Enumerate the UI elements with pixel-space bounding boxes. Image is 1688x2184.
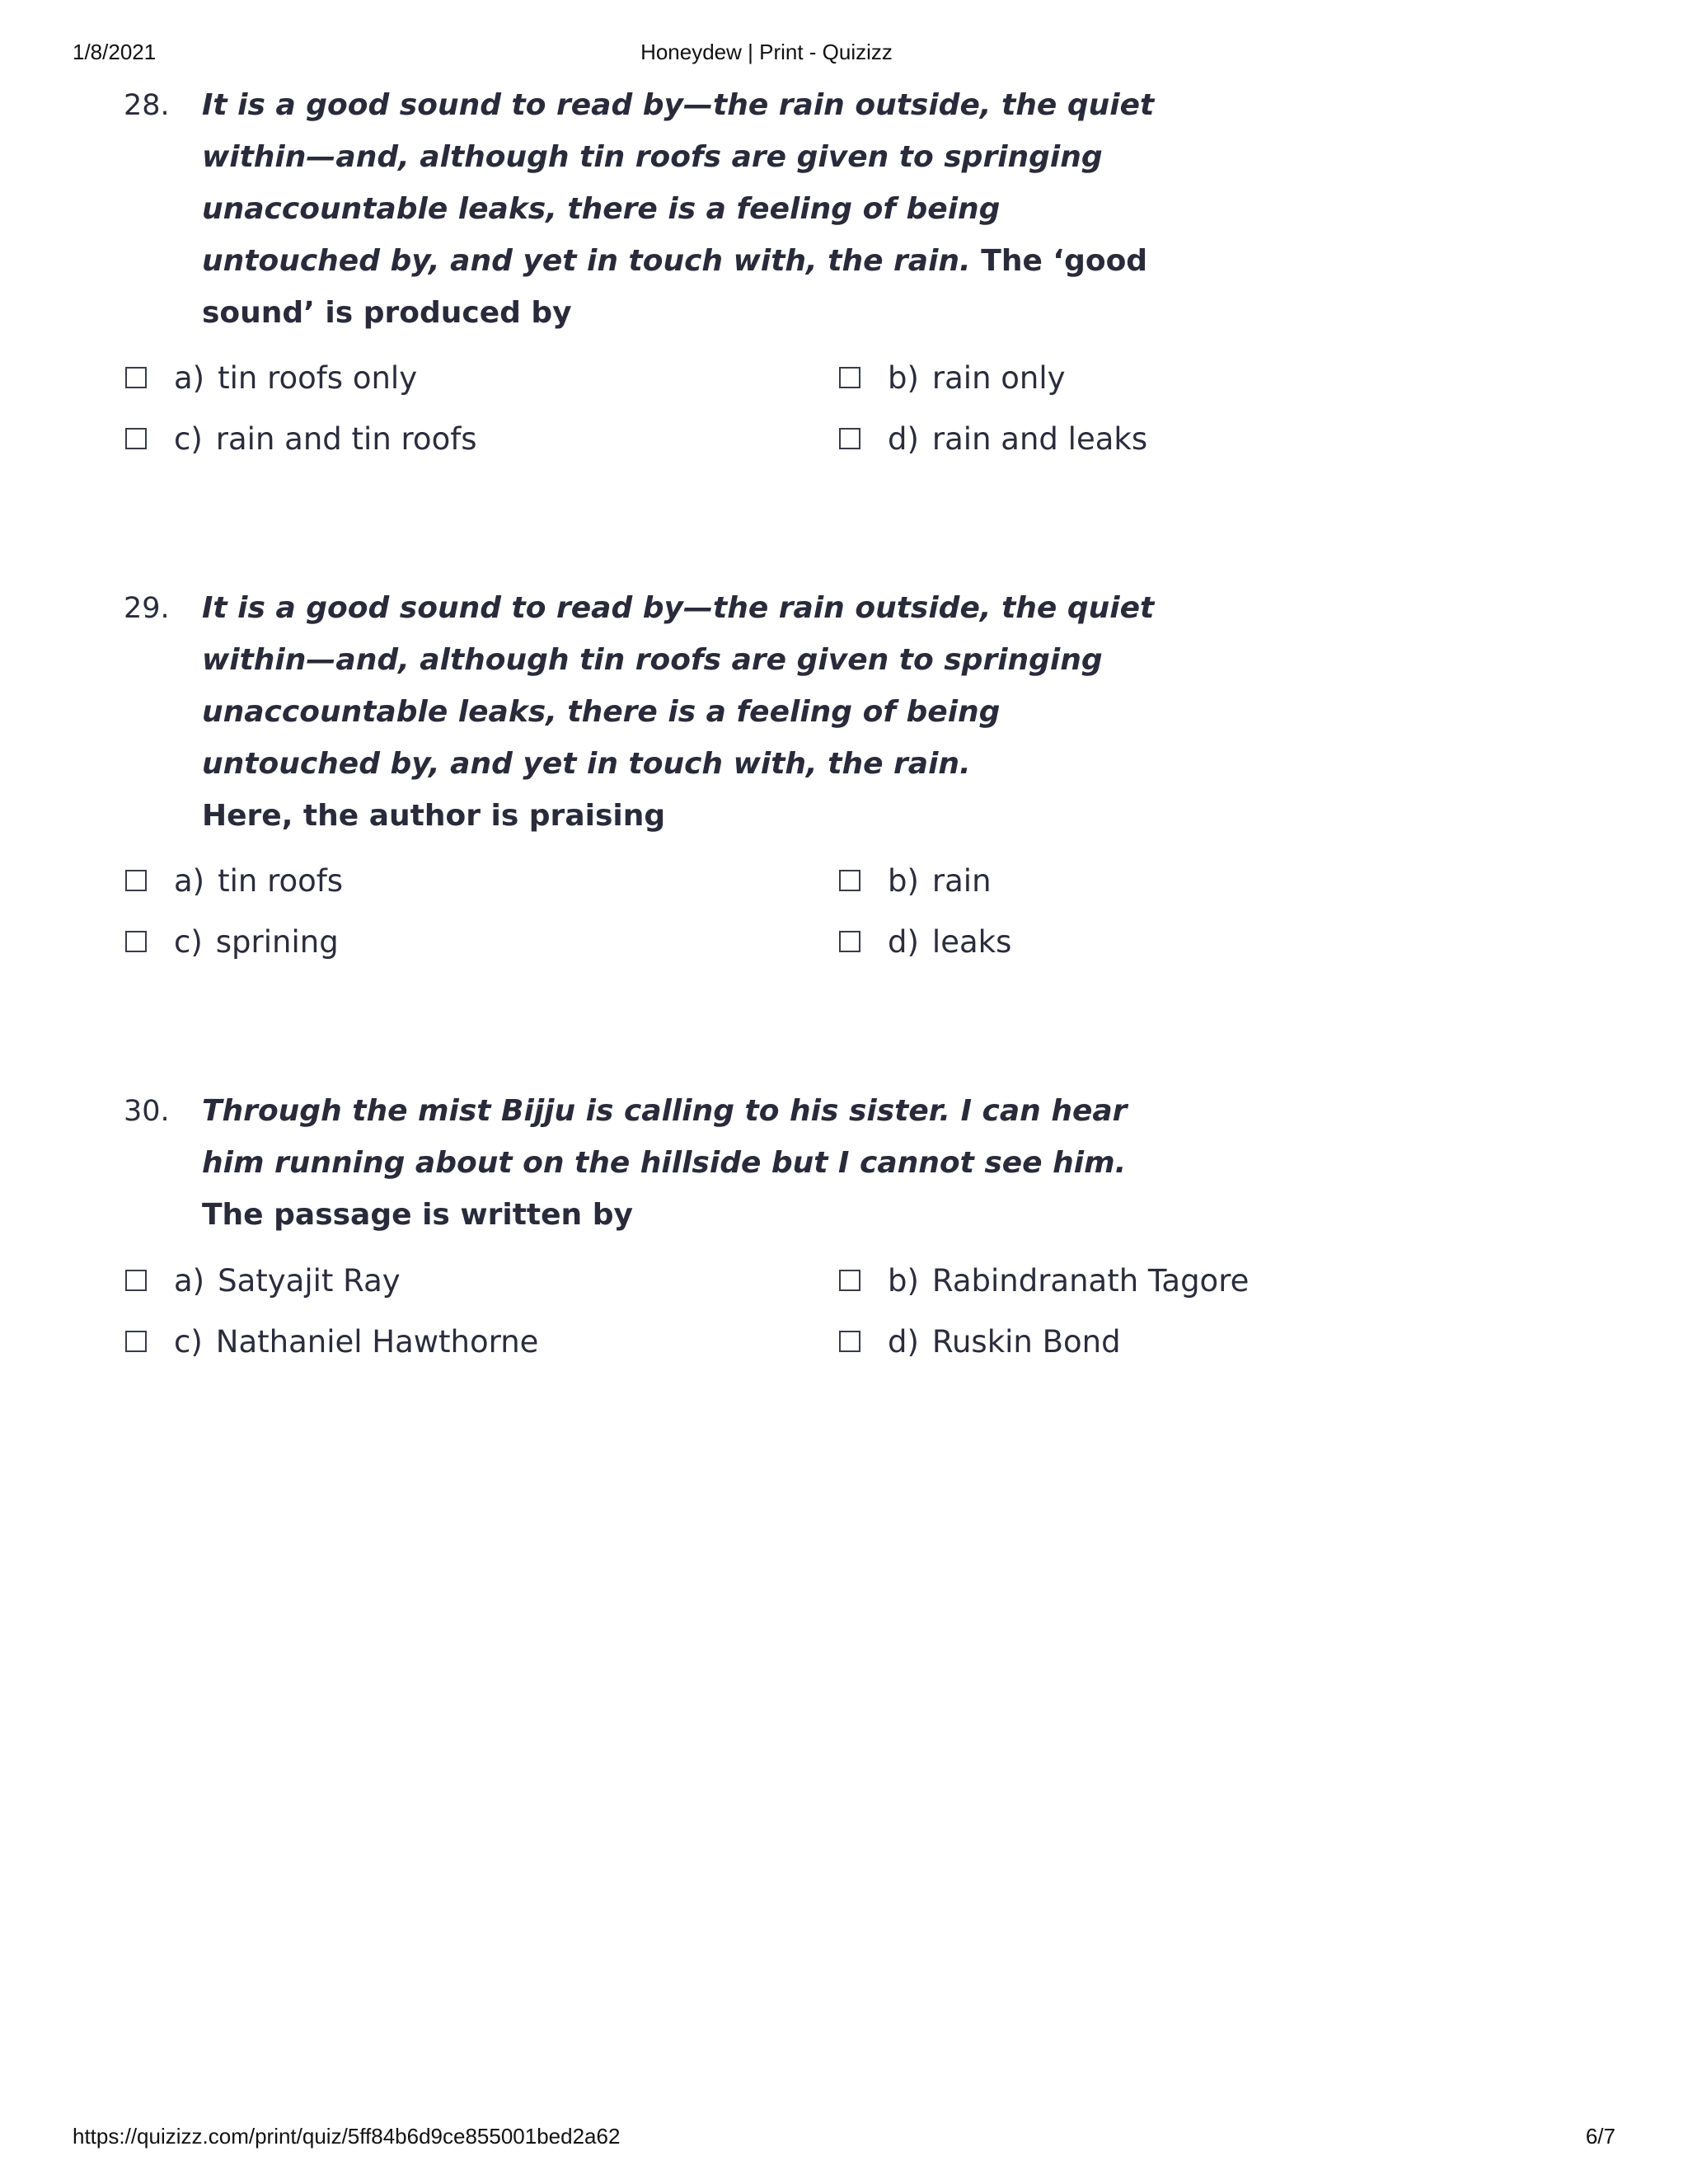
checkbox[interactable] bbox=[839, 1331, 860, 1352]
option-letter: c) bbox=[174, 420, 203, 457]
checkbox[interactable] bbox=[125, 931, 147, 952]
quote-line: It is a good sound to read by—the rain outside, the quiet bbox=[202, 591, 1155, 625]
option-letter: a) bbox=[174, 1262, 205, 1299]
checkbox[interactable] bbox=[125, 428, 147, 449]
option-text: Satyajit Ray bbox=[218, 1262, 401, 1299]
question-number: 30. bbox=[124, 1095, 170, 1128]
quote-line: him running about on the hillside but I cannot see him. bbox=[202, 1146, 1127, 1180]
prompt-line: Here, the author is praising bbox=[202, 799, 666, 833]
prompt-line: The passage is written by bbox=[202, 1198, 633, 1232]
option-text: Nathaniel Hawthorne bbox=[215, 1323, 539, 1360]
option-c[interactable] bbox=[125, 921, 339, 962]
checkbox[interactable] bbox=[125, 870, 147, 891]
option-a[interactable] bbox=[125, 860, 343, 901]
checkbox[interactable] bbox=[125, 1270, 147, 1291]
print-title: Honeydew | Print - Quizizz bbox=[640, 40, 893, 64]
option-a[interactable] bbox=[125, 1260, 401, 1301]
option-letter: d) bbox=[888, 1323, 919, 1360]
print-header bbox=[0, 40, 1688, 69]
option-text: tin roofs only bbox=[218, 359, 418, 396]
quote-line: It is a good sound to read by—the rain outside, the quiet bbox=[202, 88, 1155, 122]
quote-line: untouched by, and yet in touch with, the rain. bbox=[202, 244, 971, 278]
option-text: sprining bbox=[215, 923, 339, 960]
quote-line: unaccountable leaks, there is a feeling of being bbox=[202, 192, 1001, 226]
option-b[interactable] bbox=[839, 1260, 1249, 1301]
quote-line: untouched by, and yet in touch with, the rain. bbox=[202, 747, 971, 781]
print-date: 1/8/2021 bbox=[73, 40, 157, 64]
option-text: Ruskin Bond bbox=[931, 1323, 1121, 1360]
page-number: 6/7 bbox=[1585, 2124, 1615, 2149]
checkbox[interactable] bbox=[839, 931, 860, 952]
option-letter: d) bbox=[888, 923, 919, 960]
question-text bbox=[202, 79, 1191, 339]
option-letter: a) bbox=[174, 862, 205, 899]
prompt-line: sound’ is produced by bbox=[202, 296, 572, 330]
option-text: leaks bbox=[931, 923, 1012, 960]
print-footer bbox=[0, 2124, 1688, 2153]
question-number: 28. bbox=[124, 89, 170, 122]
option-c[interactable] bbox=[125, 418, 477, 459]
option-letter: a) bbox=[174, 359, 205, 396]
option-letter: b) bbox=[888, 862, 919, 899]
question-text bbox=[202, 582, 1191, 842]
option-text: tin roofs bbox=[218, 862, 344, 899]
option-b[interactable] bbox=[839, 357, 1066, 398]
checkbox[interactable] bbox=[839, 428, 860, 449]
checkbox[interactable] bbox=[839, 367, 860, 388]
option-letter: c) bbox=[174, 1323, 203, 1360]
quote-line: unaccountable leaks, there is a feeling of being bbox=[202, 695, 1001, 729]
question-text bbox=[202, 1085, 1191, 1241]
checkbox[interactable] bbox=[839, 1270, 860, 1291]
option-d[interactable] bbox=[839, 921, 1011, 962]
checkbox[interactable] bbox=[125, 1331, 147, 1352]
checkbox[interactable] bbox=[839, 870, 860, 891]
option-text: rain and tin roofs bbox=[215, 420, 477, 457]
option-d[interactable] bbox=[839, 418, 1147, 459]
option-b[interactable] bbox=[839, 860, 992, 901]
checkbox[interactable] bbox=[125, 367, 147, 388]
quote-line: within—and, although tin roofs are given to springing bbox=[202, 643, 1103, 677]
quote-line: within—and, although tin roofs are given to springing bbox=[202, 140, 1103, 174]
option-text: rain bbox=[931, 862, 992, 899]
option-c[interactable] bbox=[125, 1321, 538, 1362]
option-letter: d) bbox=[888, 420, 919, 457]
quote-line: Through the mist Bijju is calling to his sister. I can hear bbox=[202, 1094, 1128, 1128]
option-text: rain and leaks bbox=[931, 420, 1148, 457]
option-text: Rabindranath Tagore bbox=[931, 1262, 1250, 1299]
option-a[interactable] bbox=[125, 357, 417, 398]
option-letter: b) bbox=[888, 359, 919, 396]
prompt-inline: The ‘good bbox=[981, 244, 1148, 278]
question-number: 29. bbox=[124, 592, 170, 625]
print-url: https://quizizz.com/print/quiz/5ff84b6d9ce855001bed2a62 bbox=[73, 2124, 621, 2149]
option-letter: b) bbox=[888, 1262, 919, 1299]
option-text: rain only bbox=[931, 359, 1066, 396]
option-letter: c) bbox=[174, 923, 203, 960]
option-d[interactable] bbox=[839, 1321, 1121, 1362]
